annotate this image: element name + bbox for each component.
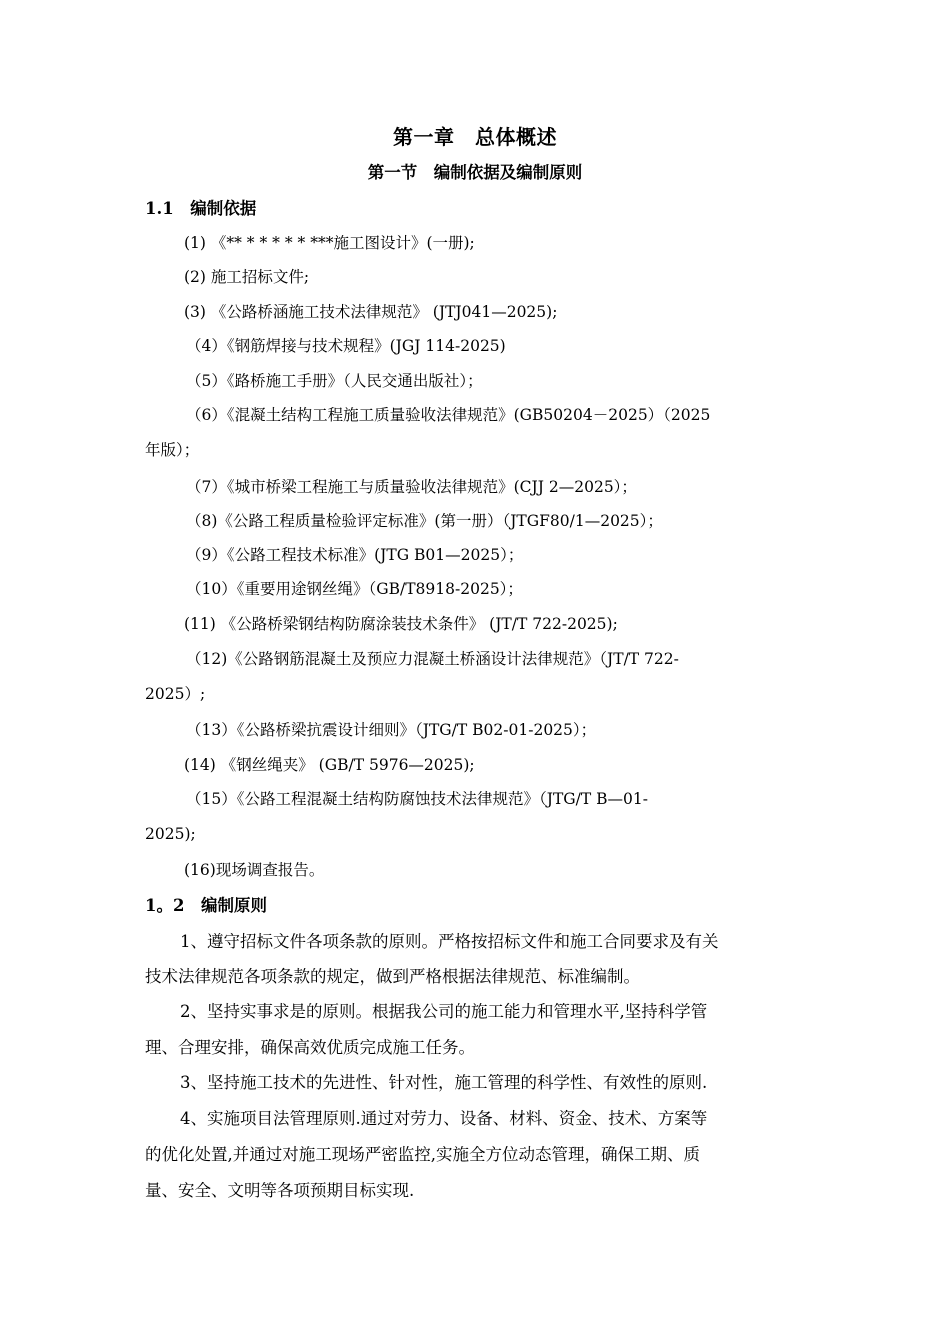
- basis-item-13: （13）《公路桥梁抗震设计细则》（JTG/T B02-01-2025）；: [186, 721, 597, 739]
- basis-item-11: (11) 《公路桥梁钢结构防腐涂装技术条件》 (JT/T 722-2025);: [184, 615, 618, 633]
- basis-item-14: (14) 《钢丝绳夹》 (GB/T 5976—2025);: [184, 756, 475, 774]
- basis-item-4: （4）《钢筋焊接与技术规程》(JGJ 114-2025): [186, 337, 506, 355]
- basis-item-16: (16)现场调查报告。: [184, 861, 325, 879]
- basis-item-12: （12)《公路钢筋混凝土及预应力混凝土桥涵设计法律规范》（JT/T 722-: [186, 650, 679, 668]
- basis-item-3: (3) 《公路桥涵施工技术法律规范》 (JTJ041—2025);: [184, 303, 558, 321]
- heading-1-2: 1。2 编制原则: [145, 896, 267, 915]
- basis-item-7: （7）《城市桥梁工程施工与质量验收法律规范》(CJJ 2—2025）；: [186, 478, 637, 496]
- basis-item-8: （8)《公路工程质量检验评定标准》(第一册）（JTGF80/1—2025）；: [186, 512, 663, 530]
- principle-line-1: 1、遵守招标文件各项条款的原则。严格按招标文件和施工合同要求及有关: [180, 932, 719, 951]
- principle-line-8: 量、安全、文明等各项预期目标实现.: [145, 1181, 415, 1200]
- principle-line-7: 的优化处置,并通过对施工现场严密监控,实施全方位动态管理，确保工期、质: [145, 1145, 700, 1164]
- basis-item-6-cont: 年版）；: [145, 441, 200, 459]
- basis-item-1: (1) 《** * * * * * ***施工图设计》(一册);: [184, 234, 475, 252]
- principle-line-2: 技术法律规范各项条款的规定，做到严格根据法律规范、标准编制。: [145, 967, 640, 986]
- principle-line-3: 2、坚持实事求是的原则。根据我公司的施工能力和管理水平,坚持科学管: [180, 1002, 708, 1021]
- principle-line-4: 理、合理安排，确保高效优质完成施工任务。: [145, 1038, 475, 1057]
- basis-item-6: （6）《混凝土结构工程施工质量验收法律规范》(GB50204－2025）（2025: [186, 406, 711, 424]
- chapter-title: 第一章 总体概述: [393, 125, 557, 149]
- principle-line-6: 4、实施项目法管理原则.通过对劳力、设备、材料、资金、技术、方案等: [180, 1109, 708, 1128]
- basis-item-5: （5）《路桥施工手册》（人民交通出版社）；: [186, 372, 483, 390]
- basis-item-15: （15）《公路工程混凝土结构防腐蚀技术法律规范》（JTG/T B—01-: [186, 790, 648, 808]
- basis-item-15-cont: 2025);: [145, 825, 196, 843]
- heading-1-1: 1.1 编制依据: [145, 199, 257, 218]
- principle-line-5: 3、坚持施工技术的先进性、针对性，施工管理的科学性、有效性的原则.: [180, 1073, 708, 1092]
- section-title: 第一节 编制依据及编制原则: [367, 163, 583, 182]
- basis-item-10: （10）《重要用途钢丝绳》（GB/T8918-2025）；: [186, 580, 523, 598]
- basis-item-9: （9）《公路工程技术标准》(JTG B01—2025）；: [186, 546, 524, 564]
- basis-item-2: (2) 施工招标文件;: [184, 268, 310, 286]
- basis-item-12-cont: 2025）;: [145, 685, 206, 703]
